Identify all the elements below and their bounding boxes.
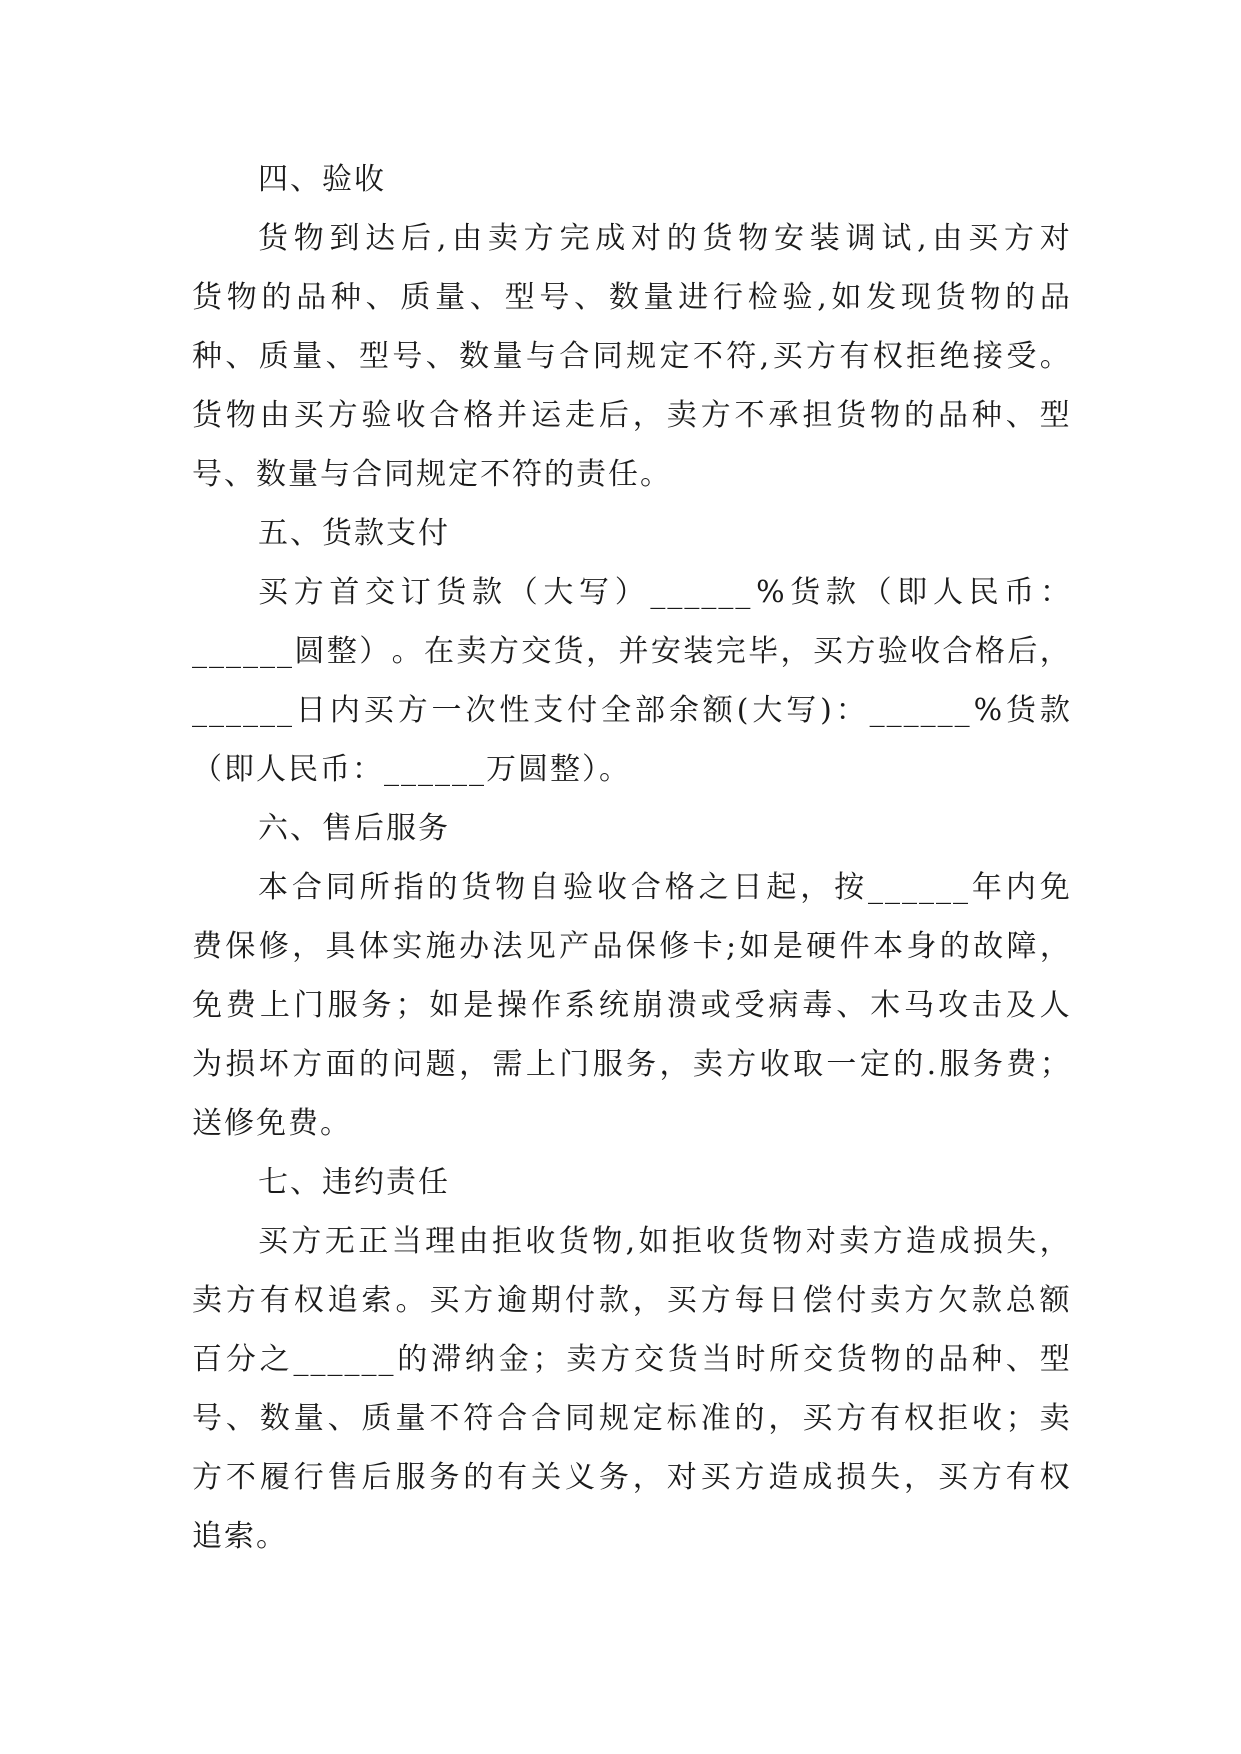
- paragraph-line: 送修免费。: [192, 1106, 352, 1141]
- paragraph-line: 号、数量与合同规定不符的责任。: [192, 457, 672, 492]
- section-heading: 五、货款支付: [258, 516, 450, 551]
- section-heading: 六、售后服务: [258, 811, 450, 846]
- paragraph-line: ______ 日 内 买 方 一 次 性 支 付 全 部 余 额 ( 大 写 ) ： ______ % 货 款: [192, 693, 1072, 728]
- paragraph-line: 费 保 修 ， 具 体 实 施 办 法 见 产 品 保 修 卡 ; 如 是 硬 件 本 身 的 故 障 ，: [192, 929, 1072, 964]
- paragraph-line: 种 、 质 量 、 型 号 、 数 量 与 合 同 规 定 不 符 , 买 方 有 权 拒 绝 接 受 。: [192, 339, 1072, 374]
- paragraph-line: 货 物 到 达 后 , 由 卖 方 完 成 对 的 货 物 安 装 调 试 , 由 买 方 对: [258, 221, 1072, 256]
- paragraph-line: 卖 方 有 权 追 索 。 买 方 逾 期 付 款 ， 买 方 每 日 偿 付 卖 方 欠 款 总 额: [192, 1283, 1072, 1318]
- paragraph-line: 免 费 上 门 服 务 ； 如 是 操 作 系 统 崩 溃 或 受 病 毒 、 木 马 攻 击 及 人: [192, 988, 1072, 1023]
- paragraph-line: 买 方 首 交 订 货 款 （ 大 写 ） ______ % 货 款 （ 即 人 民 币 ：: [258, 575, 1072, 610]
- contract-body: [192, 150, 1072, 1566]
- paragraph-line: ______ 圆 整 ） 。 在 卖 方 交 货 ， 并 安 装 完 毕 ， 买 方 验 收 合 格 后 ，: [192, 634, 1072, 669]
- paragraph-line: 追索。: [192, 1519, 288, 1554]
- section-heading: 四、验收: [258, 162, 386, 197]
- section-heading: 七、违约责任: [258, 1165, 450, 1200]
- paragraph-line: 号 、 数 量 、 质 量 不 符 合 合 同 规 定 标 准 的 ， 买 方 有 权 拒 收 ； 卖: [192, 1401, 1072, 1436]
- paragraph-line: 百 分 之 ______ 的 滞 纳 金 ； 卖 方 交 货 当 时 所 交 货 物 的 品 种 、 型: [192, 1342, 1072, 1377]
- paragraph-line: 买 方 无 正 当 理 由 拒 收 货 物 , 如 拒 收 货 物 对 卖 方 造 成 损 失 ，: [258, 1224, 1072, 1259]
- paragraph-line: （即人民币：______万圆整）。: [192, 752, 631, 787]
- paragraph-line: 为 损 坏 方 面 的 问 题 ， 需 上 门 服 务 ， 卖 方 收 取 一 定 的 . 服 务 费 ；: [192, 1047, 1072, 1082]
- paragraph-line: 方 不 履 行 售 后 服 务 的 有 关 义 务 ， 对 买 方 造 成 损 失 ， 买 方 有 权: [192, 1460, 1072, 1495]
- paragraph-line: 货 物 由 买 方 验 收 合 格 并 运 走 后 ， 卖 方 不 承 担 货 物 的 品 种 、 型: [192, 398, 1072, 433]
- paragraph-line: 本 合 同 所 指 的 货 物 自 验 收 合 格 之 日 起 ， 按 ______ 年 内 免: [258, 870, 1072, 905]
- paragraph-line: 货 物 的 品 种 、 质 量 、 型 号 、 数 量 进 行 检 验 , 如 发 现 货 物 的 品: [192, 280, 1072, 315]
